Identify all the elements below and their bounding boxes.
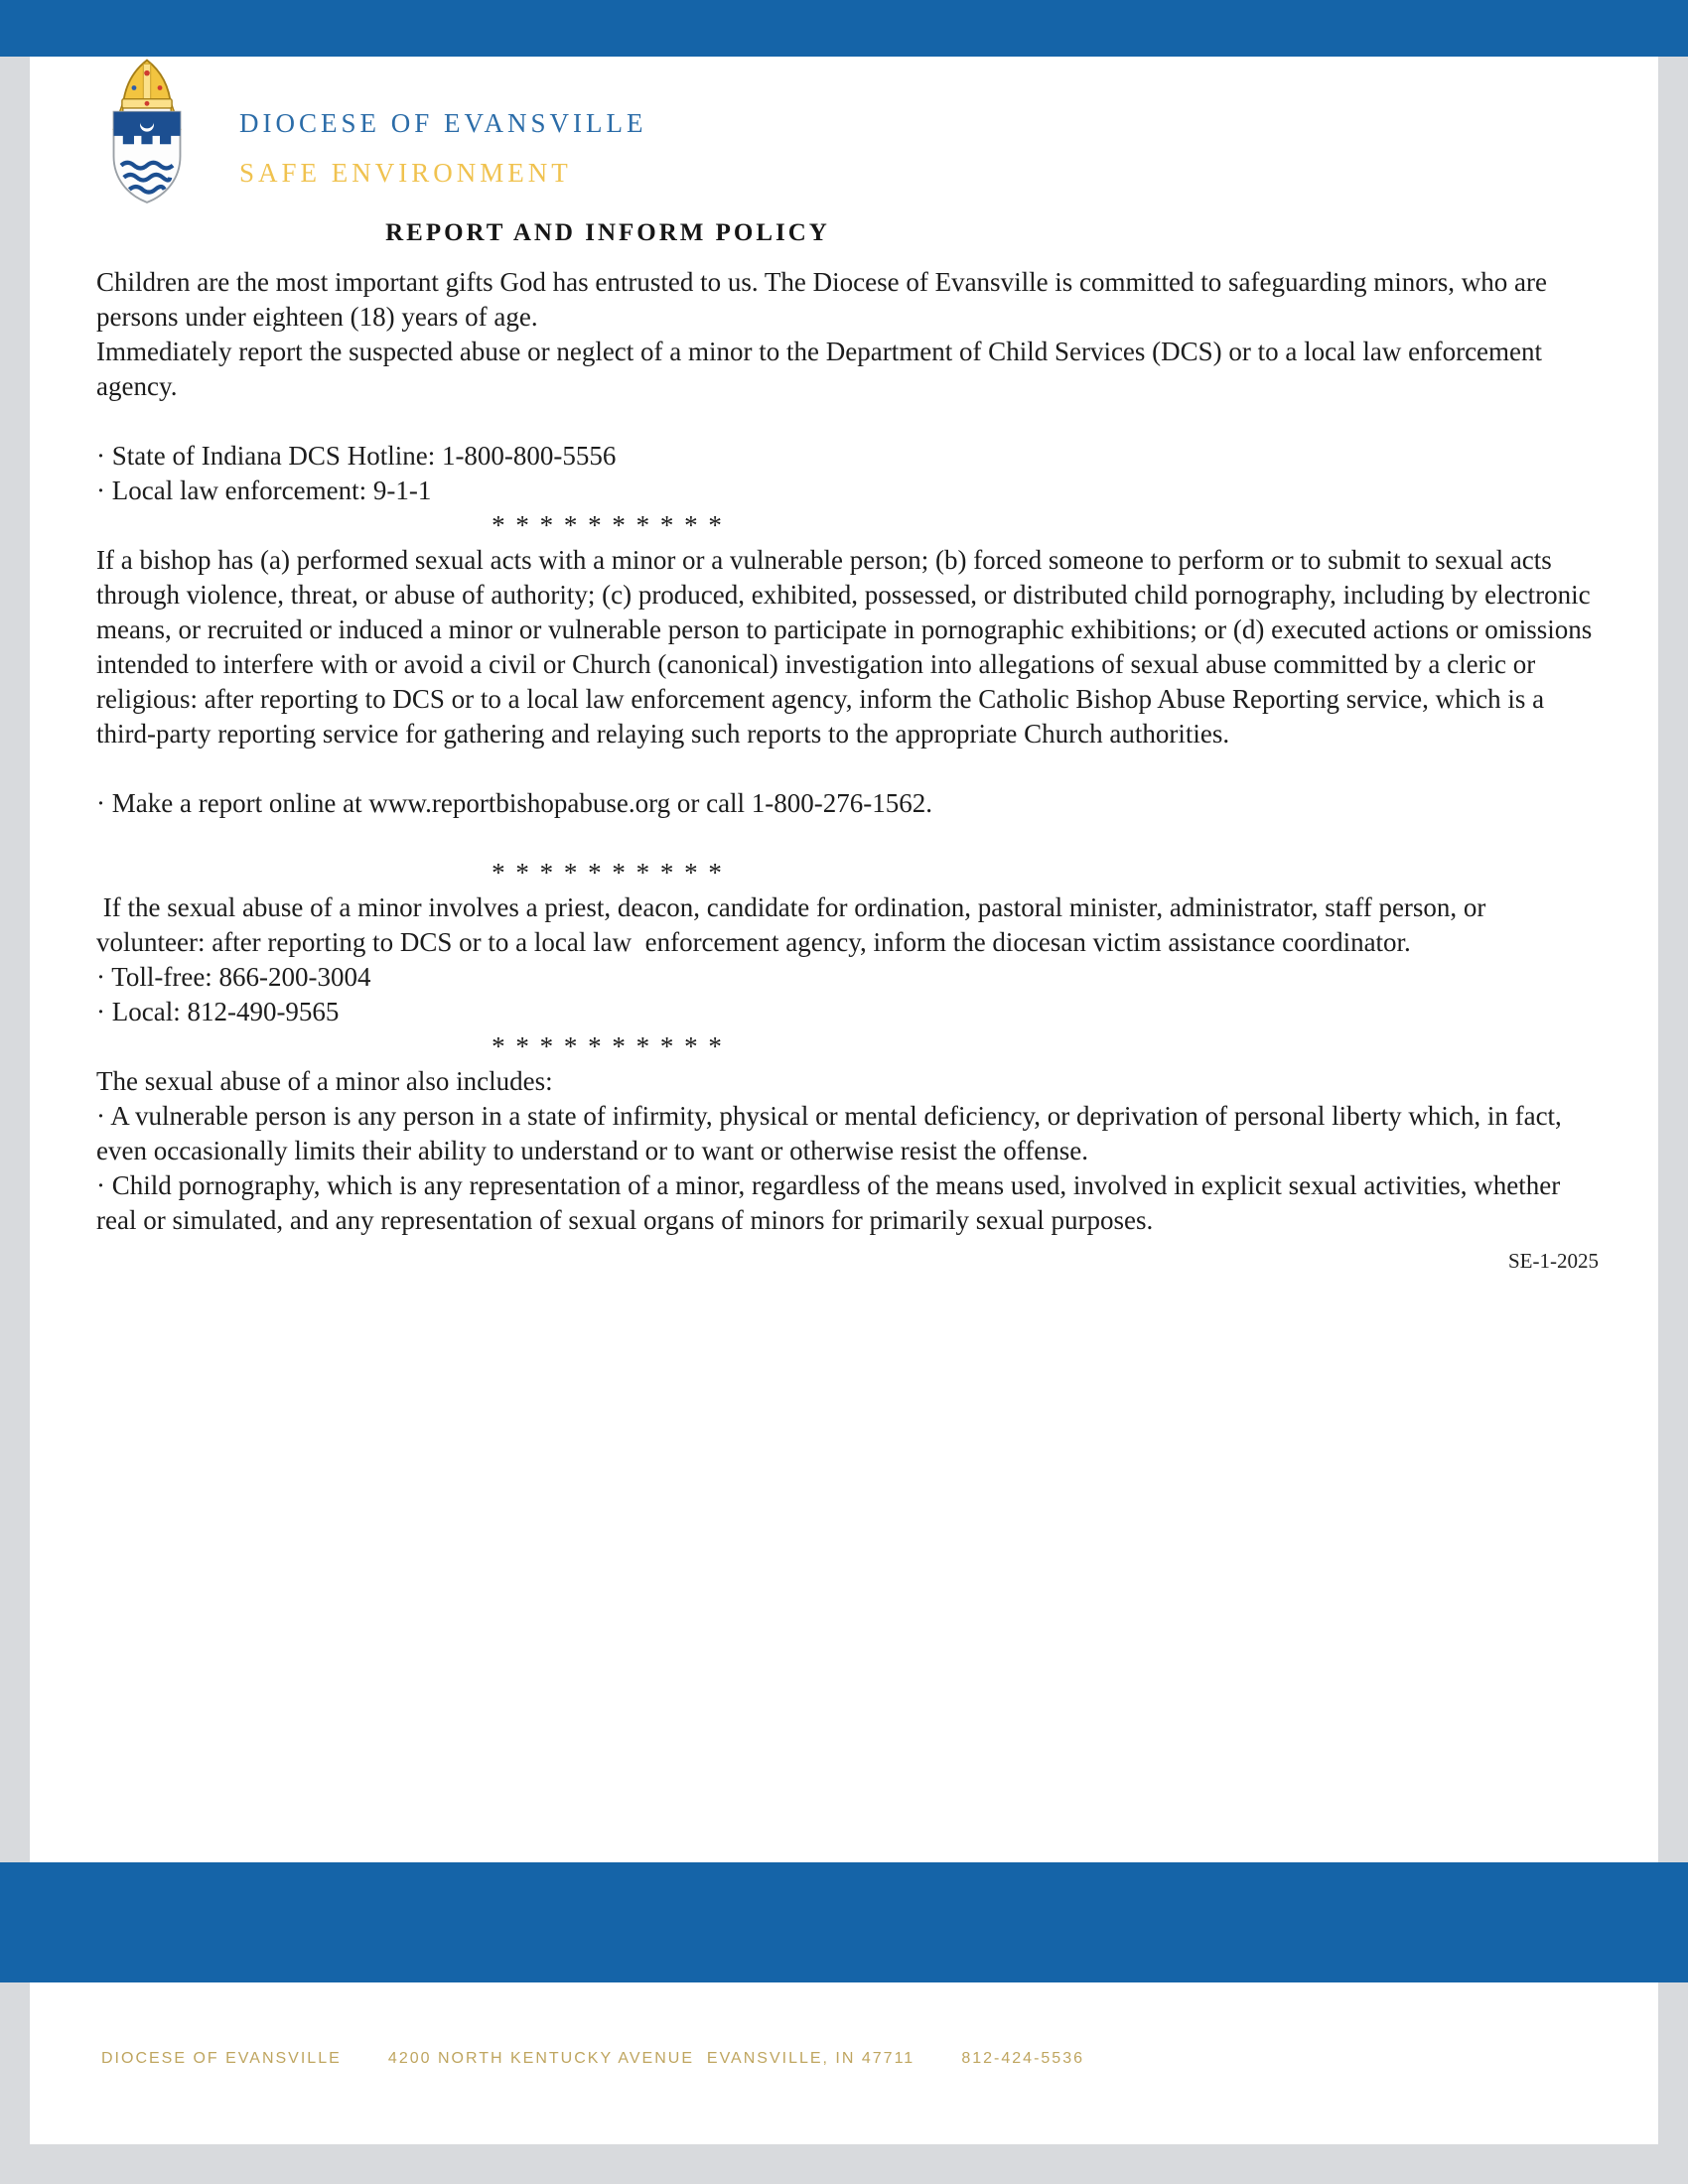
asterisk-divider: * * * * * * * * * * bbox=[492, 858, 724, 887]
org-name: DIOCESE OF EVANSVILLE bbox=[239, 108, 647, 138]
paragraph-bishop-clause: If a bishop has (a) performed sexual acts with a minor or a vulnerable person; (b) forced someone to perform or to submit to sexual acts through violence, threat, or abuse of authority; (c) produced, exhibited, possessed, or distributed child pornography, including by electronic means, or recruited or induced a minor or vulnerable person to participate in pornographic exhibitions; or (d) executed actions or omissions intended to interfere with or avoid a civil or Church (canonical) investigation into allegations of sexual abuse committed by a cleric or religious: after reporting to DCS or to a local law enforcement agency, inform the Catholic Bishop Abuse Reporting service, which is a third-party reporting service for gathering and relaying such reports to the appropriate Church authorities. bbox=[96, 545, 1600, 749]
spacer bbox=[96, 404, 1599, 439]
document-code: SE-1-2025 bbox=[1508, 1249, 1599, 1273]
paragraph-includes-heading: The sexual abuse of a minor also includes: bbox=[96, 1066, 553, 1096]
asterisk-divider: * * * * * * * * * * bbox=[492, 1031, 724, 1061]
bullet-child-pornography-definition: · Child pornography, which is any representation of a minor, regardless of the means used, involved in explicit sexual activities, whether real or simulated, and any representation of sexual organs of minors for primarily sexual purposes. bbox=[96, 1170, 1568, 1235]
bullet-toll-free: · Toll-free: 866-200-3004 bbox=[96, 962, 371, 992]
footer-phone: 812-424-5536 bbox=[961, 2050, 1084, 2067]
bullet-local-law: · Local law enforcement: 9-1-1 bbox=[96, 476, 432, 505]
footer-address: 4200 NORTH KENTUCKY AVENUE EVANSVILLE, IN 47711 bbox=[387, 2050, 915, 2067]
paragraph-report-directive: Immediately report the suspected abuse or neglect of a minor to the Department of Child Services (DCS) or to a local law enforcement agency. bbox=[96, 337, 1549, 401]
top-banner-stripe bbox=[0, 0, 1688, 57]
bullet-local-phone: · Local: 812-490-9565 bbox=[96, 997, 340, 1026]
program-name: SAFE ENVIRONMENT bbox=[239, 158, 572, 188]
footer-org: DIOCESE OF EVANSVILLE bbox=[101, 2050, 342, 2067]
spacer bbox=[96, 751, 1599, 786]
document-body bbox=[96, 265, 1599, 1279]
page-footer bbox=[101, 2050, 1084, 2068]
bullet-vulnerable-definition: · A vulnerable person is any person in a state of infirmity, physical or mental deficiency, or deprivation of personal liberty which, in fact, even occasionally limits their ability to understand or to want or otherwise resist the offense. bbox=[96, 1101, 1569, 1165]
bottom-banner-stripe bbox=[0, 1862, 1688, 1982]
bullet-state-hotline: · State of Indiana DCS Hotline: 1-800-800-5556 bbox=[96, 441, 617, 471]
spacer bbox=[96, 821, 1599, 856]
document-title: REPORT AND INFORM POLICY bbox=[385, 219, 830, 246]
diocese-coat-of-arms-icon bbox=[91, 55, 203, 213]
paragraph-intro: Children are the most important gifts God has entrusted to us. The Diocese of Evansville is committed to safeguarding minors, who are persons under eighteen (18) years of age. bbox=[96, 267, 1554, 332]
paper-sheet bbox=[30, 45, 1658, 2144]
asterisk-divider: * * * * * * * * * * bbox=[492, 510, 724, 540]
paragraph-clergy-clause: If the sexual abuse of a minor involves a priest, deacon, candidate for ordination, pastoral minister, administrator, staff person, or volunteer: after reporting to DCS or to a local law enforcement agency, inform the diocesan victim assistance coordinator. bbox=[96, 892, 1493, 957]
bullet-bishop-report: · Make a report online at www.reportbishopabuse.org or call 1-800-276-1562. bbox=[96, 788, 933, 818]
